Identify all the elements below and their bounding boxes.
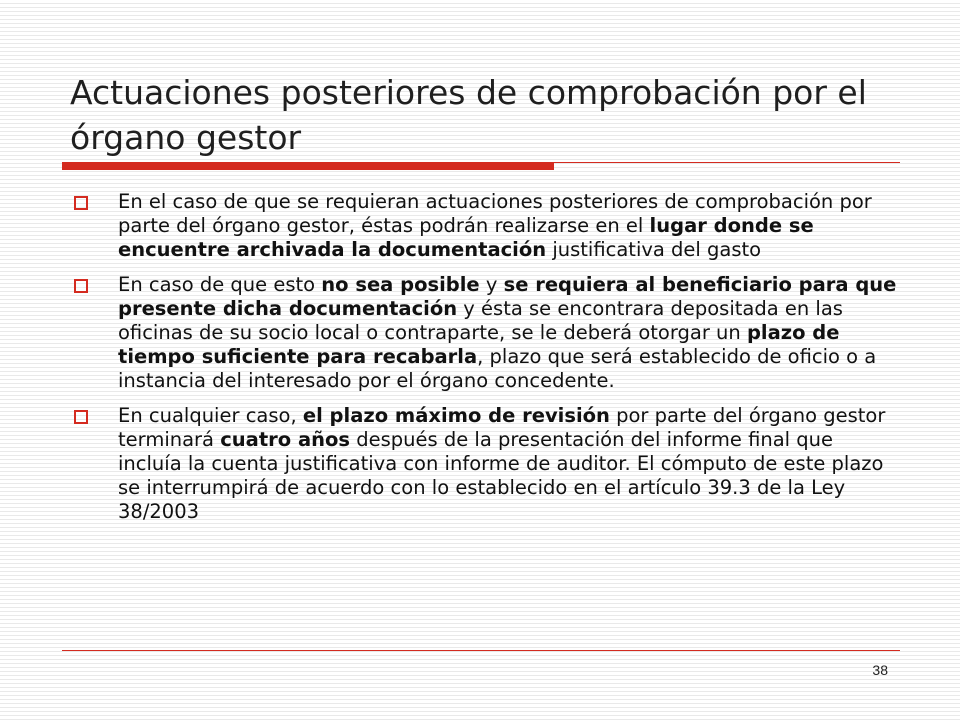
bullet-item: [74, 404, 900, 524]
bold-text-run: el plazo máximo de revisión: [302, 404, 610, 427]
bold-text-run: se requiera al beneficiario para que presente dicha documentación: [118, 273, 897, 320]
footer-divider: [62, 650, 900, 651]
text-run: después de la presentación del informe final que incluía la cuenta justificativa con informe de auditor. El cómputo de este plazo se interrumpirá de acuerdo con lo establecido en el artículo 39.3 de la Ley 38/2003: [118, 428, 884, 523]
square-bullet-icon: [74, 410, 88, 424]
square-bullet-icon: [74, 279, 88, 293]
bold-text-run: lugar donde se encuentre archivada la documentación: [118, 214, 814, 261]
bold-text-run: no sea posible: [321, 273, 480, 296]
bullet-item: [74, 273, 900, 393]
slide-title: Actuaciones posteriores de comprobación por el órgano gestor: [70, 73, 867, 157]
text-run: , plazo que será establecido de oficio o a instancia del interesado por el órgano concedente.: [118, 345, 877, 392]
text-run: En cualquier caso,: [118, 404, 303, 427]
text-run: En caso de que esto: [118, 273, 322, 296]
text-run: y ésta se encontrara depositada en las oficinas de su socio local o contraparte, se le deberá otorgar un: [118, 297, 843, 344]
bullet-list: [74, 190, 900, 535]
text-run: y: [479, 273, 504, 296]
bold-text-run: cuatro años: [220, 428, 350, 451]
square-bullet-icon: [74, 196, 88, 210]
title-underline-thick: [62, 163, 554, 170]
bullet-text: [118, 273, 896, 392]
bullet-text: [118, 404, 885, 523]
bullet-item: [74, 190, 900, 262]
page-number: 38: [872, 662, 888, 678]
text-run: En el caso de que se requieran actuaciones posteriores de comprobación por parte del órgano gestor, éstas podrán realizarse en el: [118, 190, 872, 237]
bullet-text: [118, 190, 872, 261]
text-run: por parte del órgano gestor terminará: [118, 404, 886, 451]
bold-text-run: plazo de tiempo suficiente para recabarla: [118, 321, 840, 368]
text-run: justificativa del gasto: [546, 238, 762, 261]
